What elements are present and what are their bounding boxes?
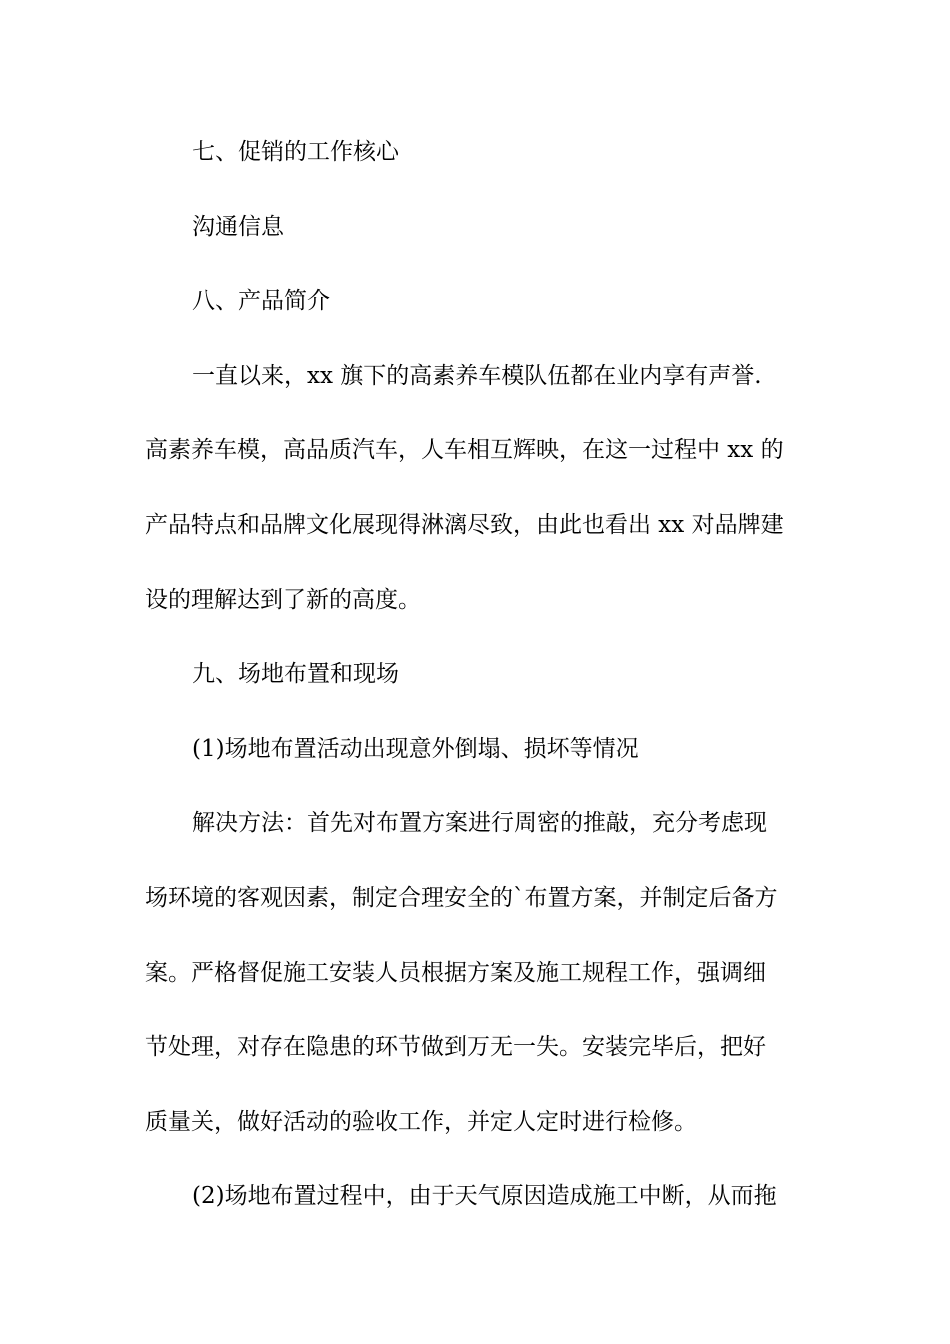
heading-venue-layout: 九、场地布置和现场 — [192, 661, 399, 688]
paragraph-line: 产品特点和品牌文化展现得淋漓尽致，由此也看出 xx 对品牌建 — [145, 511, 784, 538]
document-body — [145, 130, 810, 1249]
paragraph-line: 质量关，做好活动的验收工作，并定人定时进行检修。 — [145, 1108, 697, 1135]
subheading-item-1: (1)场地布置活动出现意外倒塌、损坏等情况 — [192, 735, 639, 762]
paragraph-line: 节处理，对存在隐患的环节做到万无一失。安装完毕后，把好 — [145, 1034, 766, 1061]
paragraph-line: 案。严格督促施工安装人员根据方案及施工规程工作，强调细 — [145, 959, 766, 986]
paragraph-line: 场环境的客观因素，制定合理安全的`布置方案，并制定后备方 — [145, 884, 778, 911]
paragraph-line: 一直以来，xx 旗下的高素养车模队伍都在业内享有声誉. — [192, 362, 762, 389]
paragraph-line: 设的理解达到了新的高度。 — [145, 586, 421, 613]
subheading-item-2: (2)场地布置过程中，由于天气原因造成施工中断，从而拖 — [192, 1183, 777, 1210]
paragraph-line: 沟通信息 — [192, 213, 284, 240]
paragraph-line: 高素养车模，高品质汽车，人车相互辉映，在这一过程中 xx 的 — [145, 437, 784, 464]
heading-product-intro: 八、产品简介 — [192, 288, 330, 315]
heading-promotion-core: 七、促销的工作核心 — [192, 139, 399, 165]
paragraph-line: 解决方法：首先对布置方案进行周密的推敲，充分考虑现 — [192, 810, 767, 837]
